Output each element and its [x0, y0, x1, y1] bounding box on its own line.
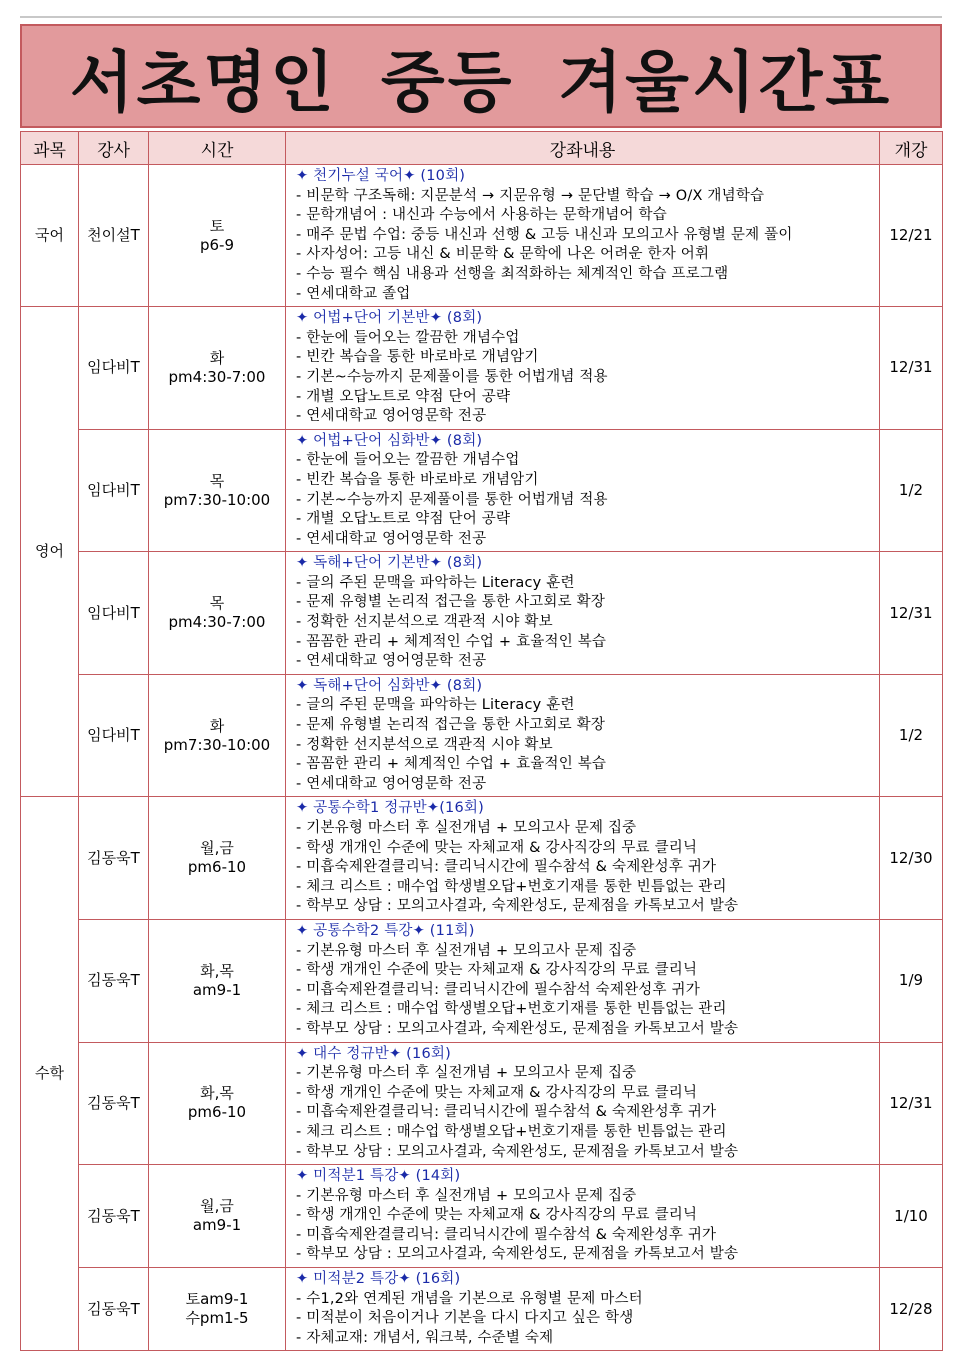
course-detail-line: - 수능 필수 핵심 내용과 선행을 최적화하는 체계적인 학습 프로그램 — [296, 265, 729, 282]
course-heading: ✦ 어법+단어 기본반✦ (8회) — [296, 310, 483, 327]
table-row — [21, 1268, 943, 1351]
teacher-cell: 김동욱T — [79, 919, 149, 1042]
subject-cell: 영어 — [21, 307, 79, 797]
course-detail-line: - 빈칸 복습을 통한 바로바로 개념암기 — [296, 471, 539, 488]
subject-cell: 수학 — [21, 797, 79, 1351]
course-detail-line: - 미흡숙제완결클리닉: 클리닉시간에 필수참석 & 숙제완성후 귀가 — [296, 859, 717, 876]
time-cell — [149, 1268, 286, 1351]
course-heading: ✦ 미적분2 특강✦ (16회) — [296, 1271, 461, 1288]
course-detail-line: - 기본유형 마스터 후 실전개념 + 모의고사 문제 집중 — [296, 1065, 637, 1082]
course-detail-line: - 한눈에 들어오는 깔끔한 개념수업 — [296, 452, 520, 469]
course-heading: ✦ 대수 정규반✦ (16회) — [296, 1045, 451, 1062]
time-cell — [149, 1165, 286, 1268]
course-detail-line: - 비문학 구조독해: 지문분석 → 지문유형 → 문단별 학습 → O/X 개념학습 — [296, 187, 765, 204]
time-line: p6-9 — [199, 235, 235, 254]
header-start: 개강 — [880, 132, 943, 165]
start-date-cell: 1/10 — [880, 1165, 943, 1268]
teacher-cell: 임다비T — [79, 552, 149, 675]
course-detail-line: - 기본유형 마스터 후 실전개념 + 모의고사 문제 집중 — [296, 1187, 637, 1204]
table-row — [21, 1042, 943, 1165]
course-detail-line: - 학부모 상담 : 모의고사결과, 숙제완성도, 문제점을 카톡보고서 발송 — [296, 1020, 739, 1037]
course-heading: ✦ 공통수학2 특강✦ (11회) — [296, 922, 475, 939]
time-line: pm7:30-10:00 — [163, 490, 271, 509]
course-heading: ✦ 공통수학1 정규반✦(16회) — [296, 800, 484, 817]
time-cell — [149, 674, 286, 797]
teacher-cell: 김동욱T — [79, 1268, 149, 1351]
course-detail-line: - 꼼꼼한 관리 + 체계적인 수업 + 효율적인 복습 — [296, 633, 607, 650]
table-row — [21, 674, 943, 797]
course-detail-line: - 연세대학교 영어영문학 전공 — [296, 530, 487, 547]
course-heading: ✦ 미적분1 특강✦ (14회) — [296, 1168, 461, 1185]
course-detail-line: - 학부모 상담 : 모의고사결과, 숙제완성도, 문제점을 카톡보고서 발송 — [296, 1143, 739, 1160]
content-cell — [286, 429, 880, 552]
time-line: 토am9-1 — [185, 1290, 249, 1309]
time-line: 목 — [209, 471, 225, 490]
teacher-cell: 김동욱T — [79, 1165, 149, 1268]
content-cell — [286, 674, 880, 797]
start-date-cell: 12/30 — [880, 797, 943, 920]
time-cell — [149, 797, 286, 920]
course-detail-line: - 학생 개개인 수준에 맞는 자체교재 & 강사직강의 무료 클리닉 — [296, 962, 698, 979]
header-subject: 과목 — [21, 132, 79, 165]
course-detail-line: - 미흡숙제완결클리닉: 클리닉시간에 필수참석 & 숙제완성후 귀가 — [296, 1226, 717, 1243]
teacher-cell: 김동욱T — [79, 1042, 149, 1165]
start-date-cell: 1/2 — [880, 429, 943, 552]
start-date-cell: 12/31 — [880, 307, 943, 430]
start-date-cell: 12/28 — [880, 1268, 943, 1351]
time-line: 월,금 — [200, 1197, 234, 1216]
course-heading: ✦ 어법+단어 심화반✦ (8회) — [296, 432, 483, 449]
start-date-cell: 1/2 — [880, 674, 943, 797]
start-date-cell: 1/9 — [880, 919, 943, 1042]
table-row — [21, 1165, 943, 1268]
course-detail-line: - 기본유형 마스터 후 실전개념 + 모의고사 문제 집중 — [296, 942, 637, 959]
course-detail-line: - 미흡숙제완결클리닉: 클리닉시간에 필수참석 & 숙제완성후 귀가 — [296, 1104, 717, 1121]
course-detail-line: - 학생 개개인 수준에 맞는 자체교재 & 강사직강의 무료 클리닉 — [296, 1207, 698, 1224]
content-cell — [286, 1268, 880, 1351]
time-line: 토 — [209, 216, 225, 235]
table-row — [21, 307, 943, 430]
course-detail-line: - 개별 오답노트로 약점 단어 공략 — [296, 388, 511, 405]
content-cell — [286, 1165, 880, 1268]
teacher-cell: 천이설T — [79, 165, 149, 307]
course-detail-line: - 수1,2와 연계된 개념을 기본으로 유형별 문제 마스터 — [296, 1290, 643, 1307]
content-cell — [286, 919, 880, 1042]
content-cell — [286, 1042, 880, 1165]
course-heading: ✦ 독해+단어 심화반✦ (8회) — [296, 677, 483, 694]
course-heading: ✦ 독해+단어 기본반✦ (8회) — [296, 555, 483, 572]
course-detail-line: - 한눈에 들어오는 깔끔한 개념수업 — [296, 329, 520, 346]
course-detail-line: - 문제 유형별 논리적 접근을 통한 사고회로 확장 — [296, 717, 606, 734]
course-detail-line: - 기본유형 마스터 후 실전개념 + 모의고사 문제 집중 — [296, 820, 637, 836]
time-cell — [149, 165, 286, 307]
course-detail-line: - 문제 유형별 논리적 접근을 통한 사고회로 확장 — [296, 594, 606, 611]
course-detail-line: - 자체교재: 개념서, 워크북, 수준별 숙제 — [296, 1329, 554, 1346]
header-row — [21, 132, 943, 165]
table-row — [21, 919, 943, 1042]
course-detail-line: - 연세대학교 졸업 — [296, 285, 411, 302]
course-detail-line: - 정확한 선지분석으로 객관적 시야 확보 — [296, 736, 553, 753]
course-detail-line: - 체크 리스트 : 매수업 학생별오답+번호기재를 통한 빈틈없는 관리 — [296, 1123, 727, 1140]
teacher-cell: 임다비T — [79, 307, 149, 430]
table-row — [21, 165, 943, 307]
content-cell — [286, 165, 880, 307]
start-date-cell: 12/31 — [880, 1042, 943, 1165]
time-line: pm7:30-10:00 — [163, 735, 271, 754]
time-line: 화,목 — [200, 961, 234, 980]
time-line: pm4:30-7:00 — [168, 367, 266, 386]
time-line: 화,목 — [200, 1084, 234, 1103]
course-detail-line: - 빈칸 복습을 통한 바로바로 개념암기 — [296, 349, 539, 366]
time-line: 수pm1-5 — [185, 1309, 249, 1328]
title-banner — [20, 24, 942, 128]
start-date-cell: 12/21 — [880, 165, 943, 307]
header-time: 시간 — [149, 132, 286, 165]
time-cell — [149, 1042, 286, 1165]
time-line: 월,금 — [200, 839, 234, 858]
top-divider — [20, 16, 942, 18]
course-detail-line: - 미적분이 처음이거나 기본을 다시 다지고 싶은 학생 — [296, 1310, 634, 1327]
course-detail-line: - 체크 리스트 : 매수업 학생별오답+번호기재를 통한 빈틈없는 관리 — [296, 1001, 727, 1018]
course-detail-line: - 문학개념어 : 내신과 수능에서 사용하는 문학개념어 학습 — [296, 207, 667, 224]
time-line: 목 — [209, 594, 225, 613]
time-cell — [149, 429, 286, 552]
page-title: 서초명인 중등 겨울시간표 — [69, 43, 893, 121]
content-cell — [286, 552, 880, 675]
teacher-cell: 임다비T — [79, 429, 149, 552]
time-line: pm6-10 — [187, 858, 247, 877]
header-teacher: 강사 — [79, 132, 149, 165]
header-content: 강좌내용 — [286, 132, 880, 165]
time-line: pm6-10 — [187, 1103, 247, 1122]
course-detail-line: - 개별 오답노트로 약점 단어 공략 — [296, 511, 511, 528]
course-detail-line: - 글의 주된 문맥을 파악하는 Literacy 훈련 — [296, 574, 575, 591]
time-line: 화 — [209, 348, 225, 367]
schedule-table — [20, 131, 943, 1351]
table-row — [21, 429, 943, 552]
course-detail-line: - 기본~수능까지 문제풀이를 통한 어법개념 적용 — [296, 368, 608, 385]
table-row — [21, 797, 943, 920]
start-date-cell: 12/31 — [880, 552, 943, 675]
course-detail-line: - 학부모 상담 : 모의고사결과, 숙제완성도, 문제점을 카톡보고서 발송 — [296, 1246, 739, 1263]
teacher-cell: 임다비T — [79, 674, 149, 797]
course-detail-line: - 글의 주된 문맥을 파악하는 Literacy 훈련 — [296, 697, 575, 714]
time-line: am9-1 — [192, 980, 242, 999]
course-detail-line: - 연세대학교 영어영문학 전공 — [296, 653, 487, 670]
course-detail-line: - 매주 문법 수업: 중등 내신과 선행 & 고등 내신과 모의고사 유형별 문제 풀이 — [296, 226, 793, 243]
course-detail-line: - 체크 리스트 : 매수업 학생별오답+번호기재를 통한 빈틈없는 관리 — [296, 878, 727, 895]
time-line: am9-1 — [192, 1216, 242, 1235]
course-detail-line: - 연세대학교 영어영문학 전공 — [296, 408, 487, 425]
subject-cell: 국어 — [21, 165, 79, 307]
course-heading: ✦ 천기누설 국어✦ (10회) — [296, 168, 466, 184]
course-detail-line: - 연세대학교 영어영문학 전공 — [296, 775, 487, 792]
time-cell — [149, 919, 286, 1042]
teacher-cell: 김동욱T — [79, 797, 149, 920]
time-line: pm4:30-7:00 — [168, 613, 266, 632]
content-cell — [286, 797, 880, 920]
time-line: 화 — [209, 716, 225, 735]
course-detail-line: - 학생 개개인 수준에 맞는 자체교재 & 강사직강의 무료 클리닉 — [296, 1084, 698, 1101]
course-detail-line: - 꼼꼼한 관리 + 체계적인 수업 + 효율적인 복습 — [296, 756, 607, 773]
course-detail-line: - 정확한 선지분석으로 객관적 시야 확보 — [296, 614, 553, 631]
course-detail-line: - 학생 개개인 수준에 맞는 자체교재 & 강사직강의 무료 클리닉 — [296, 839, 698, 856]
course-detail-line: - 사자성어: 고등 내신 & 비문학 & 문학에 나온 어려운 한자 어휘 — [296, 246, 710, 263]
table-row — [21, 552, 943, 675]
time-cell — [149, 552, 286, 675]
content-cell — [286, 307, 880, 430]
course-detail-line: - 학부모 상담 : 모의고사결과, 숙제완성도, 문제점을 카톡보고서 발송 — [296, 898, 739, 915]
course-detail-line: - 미흡숙제완결클리닉: 클리닉시간에 필수참석 숙제완성후 귀가 — [296, 981, 700, 998]
time-cell — [149, 307, 286, 430]
course-detail-line: - 기본~수능까지 문제풀이를 통한 어법개념 적용 — [296, 491, 608, 508]
